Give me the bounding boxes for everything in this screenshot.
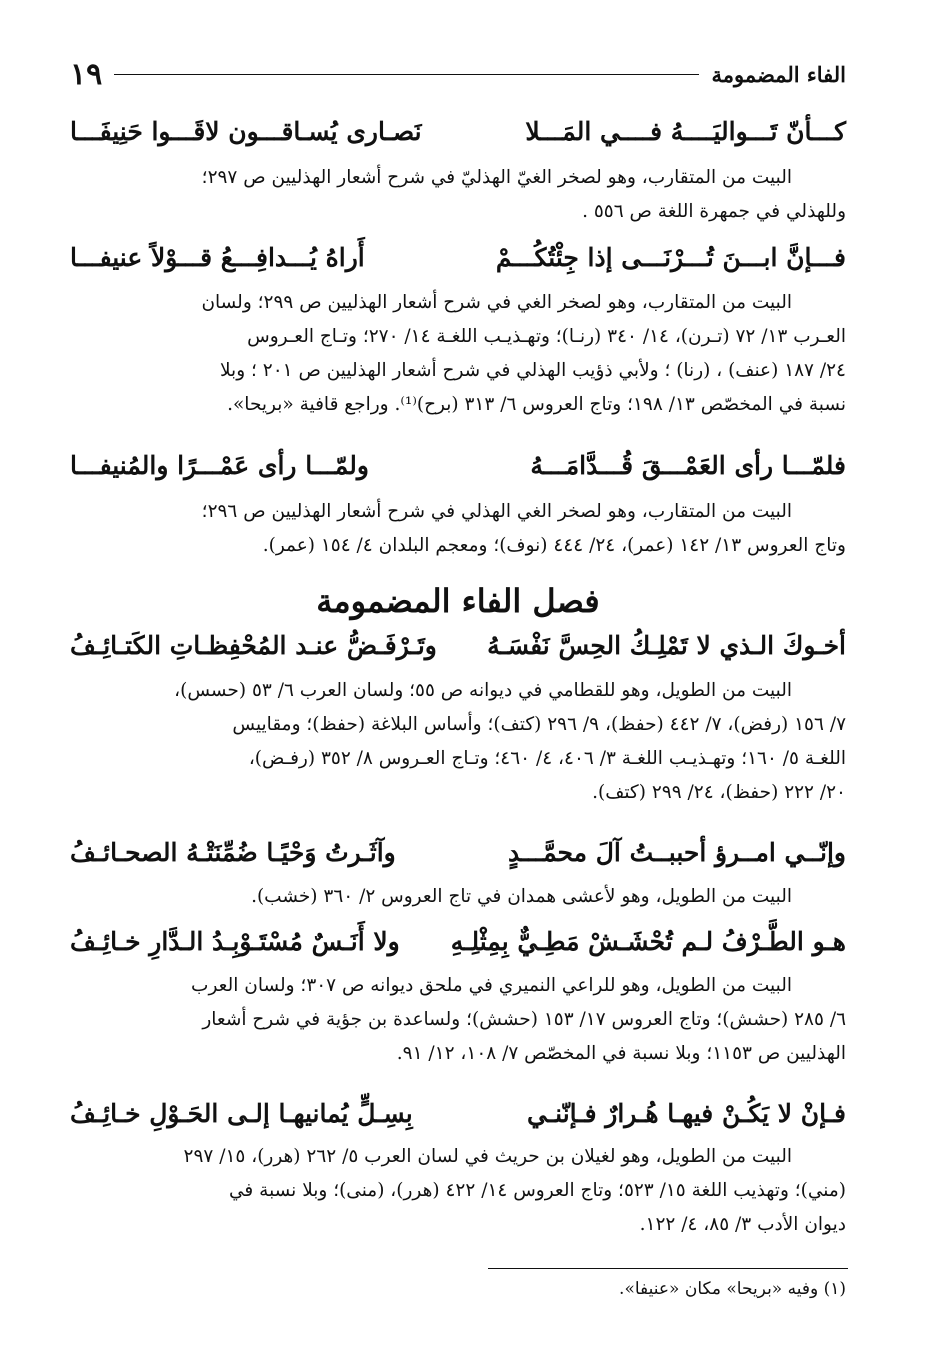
verse-second-hemistich: وآثَـرتُ وَحْيًـا ضُمِّنَتْـهُ الصحـائـفُ <box>70 837 396 867</box>
verse-first-hemistich: أخـوكَ الـذي لا تَمْلِـكُ الحِسَّ نَفْسَـهُ <box>487 630 846 660</box>
verse-second-hemistich: ولمّـــا رأى عَمْـــرًا والمُنيفـــا <box>70 450 369 480</box>
verse-line <box>70 110 846 152</box>
verse-line <box>70 444 846 486</box>
verse-first-hemistich: وإنّــي امــرؤ أحببــتُ آلَ محمَّـــدٍ <box>507 837 846 867</box>
running-header <box>70 54 846 94</box>
note-line: البيت من الطويل، وهو للقطامي في ديوانه ص ٥٥؛ ولسان العرب ٦/ ٥٣ (حسس)، <box>174 680 792 701</box>
note-line: البيت من الطويل، وهو لغيلان بن حريث في لسان العرب ٥/ ٢٦٢ (هرر)، ١٥/ ٢٩٧ <box>183 1146 792 1167</box>
note-line: البيت من الطويل، وهو للراعي النميري في ملحق ديوانه ص ٣٠٧؛ ولسان العرب <box>191 975 792 996</box>
note-line: ٢٤/ ١٨٧ (عنف) ، (رنا) ؛ ولأبي ذؤيب الهذلي في شرح أشعار الهذليين ص ٢٠١ ؛ وبلا <box>220 360 846 381</box>
note-line: نسبة في المخصّص ١٣/ ١٩٨؛ وتاج العروس ٦/ ٣١٣ (برح)⁽¹⁾. وراجع قافية «بريحا». <box>227 394 846 415</box>
verse-first-hemistich: هـو الطَّـرْفُ لـم تُحْشَـشْ مَطِـيٌّ بِمِثْلِـهِ <box>450 926 846 956</box>
note-line: ديوان الأدب ٣/ ٨٥، ٤/ ١٢٢. <box>639 1214 846 1235</box>
note-line: وتاج العروس ١٣/ ١٤٢ (عمر)، ٢٤/ ٤٤٤ (نوف)؛ ومعجم البلدان ٤/ ١٥٤ (عمر). <box>262 535 846 556</box>
header-rule <box>114 74 699 75</box>
verse-note <box>70 495 846 563</box>
verse-second-hemistich: وتَـرْفَـضُّ عنـد المُحْفِظـاتِ الكَتـائِـفُ <box>70 630 437 660</box>
verse-note <box>70 880 846 914</box>
note-line: البيت من المتقارب، وهو لصخر الغي الهذلي في شرح أشعار الهذليين ص ٢٩٦؛ <box>201 501 792 522</box>
running-title: الفاء المضمومة <box>711 61 846 87</box>
verse-line <box>70 831 846 873</box>
verse-note <box>70 1140 846 1242</box>
verse-second-hemistich: بِسِـلٍّ يُمانيهـا إلـى الحَـوْلِ خـائِـفُ <box>70 1098 413 1128</box>
note-line: (مني)؛ وتهذيب اللغة ١٥/ ٥٢٣؛ وتاج العروس ١٤/ ٤٢٢ (هرر)، (منى)؛ وبلا نسبة في <box>229 1180 846 1201</box>
note-line: ٦/ ٢٨٥ (حشش)؛ وتاج العروس ١٧/ ١٥٣ (حشش)؛ ولساعدة بن جؤية في شرح أشعار <box>202 1009 846 1030</box>
verse-line <box>70 1092 846 1134</box>
note-line: العـرب ١٣/ ٧٢ (تـرن)، ١٤/ ٣٤٠ (رنـا)؛ وتهـذيـب اللغـة ١٤/ ٢٧٠؛ وتـاج العـروس <box>247 326 846 347</box>
verse-note <box>70 674 846 810</box>
verse-first-hemistich: فـــإنَّ ابـــنَ تُـــرْنَـــى إذا جِئْتُكُـــمْ <box>495 242 846 272</box>
verse-first-hemistich: كـــأنّ تَـــواليَــــهُ فــــي المَـــلا <box>525 116 846 146</box>
note-line: البيت من المتقارب، وهو لصخر الغي في شرح أشعار الهذليين ص ٢٩٩؛ ولسان <box>201 292 792 313</box>
verse-line <box>70 920 846 962</box>
verse-second-hemistich: نَصـارى يُسـاقـــون لاقَـــوا حَنِيفَـــا <box>70 116 422 146</box>
verse-line <box>70 236 846 278</box>
section-title: فصل الفاء المضمومة <box>316 582 600 620</box>
note-line: الهذليين ص ١١٥٣؛ وبلا نسبة في المخصّص ٧/ ١٠٨، ١٢/ ٩١. <box>396 1043 846 1064</box>
verse-line <box>70 624 846 666</box>
note-line: ٧/ ١٥٦ (رفض)، ٧/ ٤٤٢ (حفظ)، ٩/ ٢٩٦ (كتف)؛ وأساس البلاغة (حفظ)؛ ومقاييس <box>232 714 846 735</box>
page-number: ١٩ <box>70 56 103 92</box>
verse-first-hemistich: فـإنْ لا يَكُـنْ فيهـا هُـرارٌ فـإنّنـي <box>527 1098 846 1128</box>
note-line: وللهذلي في جمهرة اللغة ص ٥٥٦ . <box>582 201 846 222</box>
verse-note <box>70 161 846 229</box>
footnote-rule <box>488 1268 848 1269</box>
verse-note <box>70 286 846 422</box>
verse-first-hemistich: فلمّـــا رأى العَمْـــقَ قُـــدَّامَـــهُ <box>530 450 846 480</box>
verse-second-hemistich: أَراهُ يُـــدافِـــعُ قـــوْلاً عنيفـــا <box>70 242 365 272</box>
footnote: (١) وفيه «بريحا» مكان «عنيفا». <box>619 1279 846 1299</box>
note-line: البيت من الطويل، وهو لأعشى همدان في تاج العروس ٢/ ٣٦٠ (خشب). <box>251 886 792 907</box>
verse-note <box>70 969 846 1071</box>
note-line: اللغـة ٥/ ١٦٠؛ وتهـذيـب اللغـة ٣/ ٤٠٦، ٤/ ٤٦٠؛ وتـاج العـروس ٨/ ٣٥٢ (رفـض)، <box>248 748 846 769</box>
note-line: ٢٠/ ٢٢٢ (حفظ)، ٢٤/ ٢٩٩ (كتف). <box>592 782 846 803</box>
verse-second-hemistich: ولا أَنَـسٌ مُسْتَـوْبِـدُ الـدَّارِ خـائِـفُ <box>70 926 400 956</box>
note-line: البيت من المتقارب، وهو لصخر الغيّ الهذليّ في شرح أشعار الهذليين ص ٢٩٧؛ <box>201 167 792 188</box>
